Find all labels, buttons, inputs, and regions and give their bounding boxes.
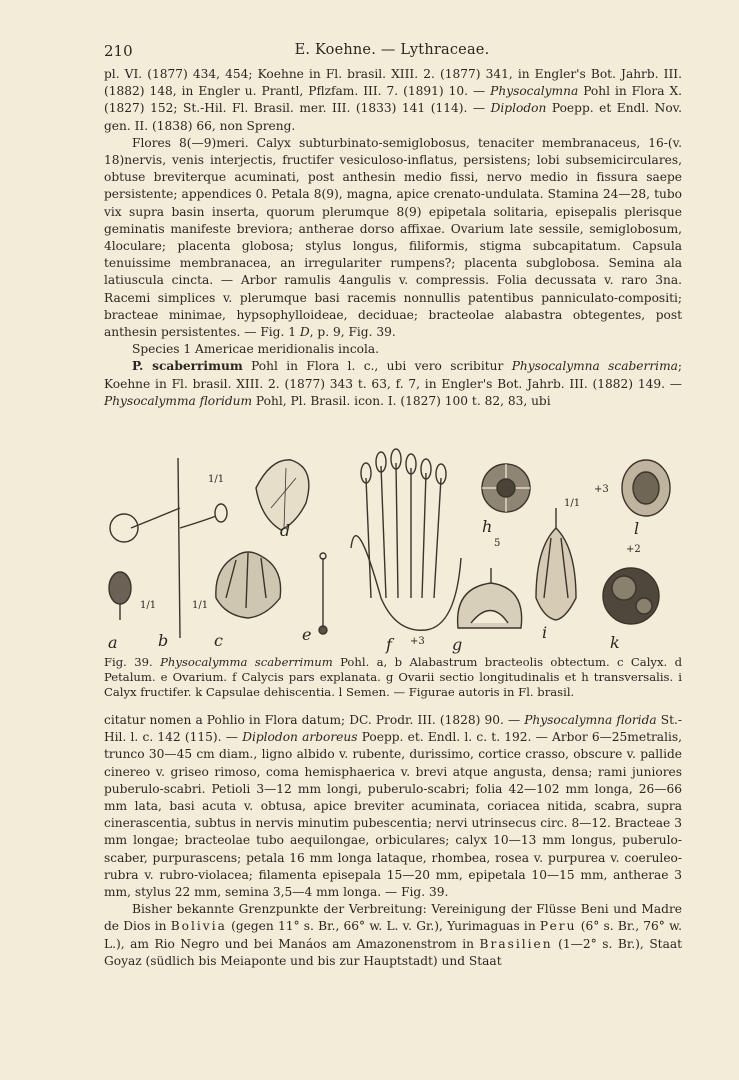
species-count: Species 1 Americae meridionalis incola. [132,342,380,357]
panel-label-l: l [634,519,640,538]
figure-illustration [96,448,686,654]
botanical-figure [96,448,686,654]
text-column-bottom [104,712,682,970]
scale-mark: +3 [410,636,425,647]
species-entry: P. scaberrimum Pohl in Flora l. c., ubi vero scribitur Physocalymna scaberrima; Koehne in Fl. brasil. XIII. 2. (1877) 343 t. 63, f. 7, in Engler's Bot. Jahrb. III. (1882) 149. — Physocalymma floridum Pohl, Pl. Brasil. icon. I. (1827) 100 t. 82, 83, ubi [104,359,682,408]
panel-label-f: f [386,635,392,654]
branch-stem [178,458,180,638]
bud-a [110,514,138,542]
panel-label-d: d [280,521,291,540]
text-column-top [104,66,682,410]
scale-mark: 5 [494,538,501,549]
scale-mark: +3 [594,484,609,495]
genus-description: Flores 8(—9)meri. Calyx subturbinato-semiglobosus, tenaciter membranaceus, 16-(v. 18)nervis, venis interjectis, fructifer vesiculoso-inflatus, persistens; lobi subsemicirculares, obtuse breviterque acuminati, post anthesin medio fissi, nervo medio in fissura saepe persistente; appendices 0. Petala 8(9), magna, apice crenato-undulata. Stamina 24—28, tubo vix supra basin inserta, quorum plerumque 8(9) epipetala solitaria, episepalis plerisque geminatis manifeste breviora; antherae dorso affixae. Ovarium late sessile, semiglobosum, 4loculare; placenta globosa; stylus longus, filiformis, stigma subcapitatum. Capsula tenuissime membranacea, an irregulariter rumpens?; placenta subglobosa. Semina ala latiuscula cincta. — Arbor ramulis 4angulis v. compressis. Folia decussata v. raro 3na. Racemi simplices v. plerumque basi racemis nonnullis patentibus panniculato-compositi; bracteae minimae, hypsophylloideae, deciduae; bracteolae alabastra obtegentes, post anthesin persistentes. — Fig. 1 D, p. 9, Fig. 39. [104,135,682,340]
bud-small [215,504,227,522]
scale-mark: 1/1 [564,498,581,509]
synonymy-paragraph: pl. VI. (1877) 434, 454; Koehne in Fl. brasil. XIII. 2. (1877) 341, in Engler's Bot. Jahrb. III. (1882) 148, in Engler u. Prantl, Pflzfam. III. 7. (1891) 10. — Physocalymna Pohl in Flora X. (1827) 152; St.-Hil. Fl. Brasil. mer. III. (1833) 141 (114). — Diplodon Poepp. et Endl. Nov. gen. II. (1838) 66, non Spreng. [104,67,682,133]
scale-mark: 1/1 [140,600,157,611]
panel-label-a: a [108,633,118,652]
panel-label-h: h [482,517,493,536]
page-header [104,42,680,62]
branch-right [180,516,216,528]
scale-mark: 1/1 [208,474,225,485]
petal-d [256,460,309,530]
scale-mark: 1/1 [192,600,209,611]
bud-dark [109,572,131,604]
page-number: 210 [104,42,133,60]
panel-label-e: e [302,625,312,644]
figure-caption: Fig. 39. Physocalymma scaberrimum Pohl. a, b Alabastrum bracteolis obtectum. c Calyx. d Petalum. e Ovarium. f Calycis pars explanata. g Ovarii sectio longitudinalis et h transversalis. i Calyx fructifer. k Capsulae dehiscentia. l Semen. — Figurae autoris in Fl. brasil. [104,655,682,699]
panel-label-k: k [610,633,620,652]
fruit-calyx-i [536,528,576,620]
panel-label-i: i [542,623,548,642]
distribution-paragraph: Bisher bekannte Grenzpunkte der Verbreitung: Vereinigung der Flüsse Beni und Madre de Dios in Bolivia (gegen 11° s. Br., 66° w. L. v. Gr.), Yurimaguas in Peru (6° s. Br., 76° w. L.), am Rio Negro und bei Manáos am Amazonenstrom in Brasilien (1—2° s. Br.), Staat Goyaz (südlich bis Meiaponte und bis zur Hauptstadt) und Staat [104,902,683,968]
calyx-f [351,536,461,631]
running-title: E. Koehne. — Lythraceae. [294,42,490,58]
panel-label-c: c [214,631,223,650]
scale-mark: +2 [626,544,641,555]
panel-label-b: b [158,631,169,650]
panel-label-g: g [452,635,463,654]
synonymy-continued: citatur nomen a Pohlio in Flora datum; DC. Prodr. III. (1828) 90. — Physocalymna florida St.-Hil. l. c. 142 (115). — Diplodon arboreus Poepp. et. Endl. l. c. t. 192. — Arbor 6—25metralis, trunco 30—45 cm diam., ligno albido v. rubente, durissimo, cortice crasso, obscure v. pallide cinereo v. griseo rimoso, coma hemisphaerica v. brevi atque angusta, densa; rami juniores puberulo-scabri. Petioli 3—12 mm longi, puberulo-scabri; folia 42—102 mm longa, 26—66 mm lata, basi acuta v. obtusa, apice breviter acuminata, coriacea nitida, scabra, supra cinerascentia, subtus in nervis minutim pubescentia; nervi utrinsecus circ. 8—12. Bracteae 3 mm longae; bracteolae tubo aequilongae, orbiculares; calyx 10—13 mm longus, puberulo-scaber, purpurascens; petala 16 mm longa lataque, rhombea, rosea v. purpurea v. coeruleo-rubra v. rubro-violacea; filamenta episepala 15—20 mm, epipetala 10—15 mm, antherae 3 mm, stylus 22 mm, semina 3,5—4 mm longa. — Fig. 39. [104,713,682,900]
